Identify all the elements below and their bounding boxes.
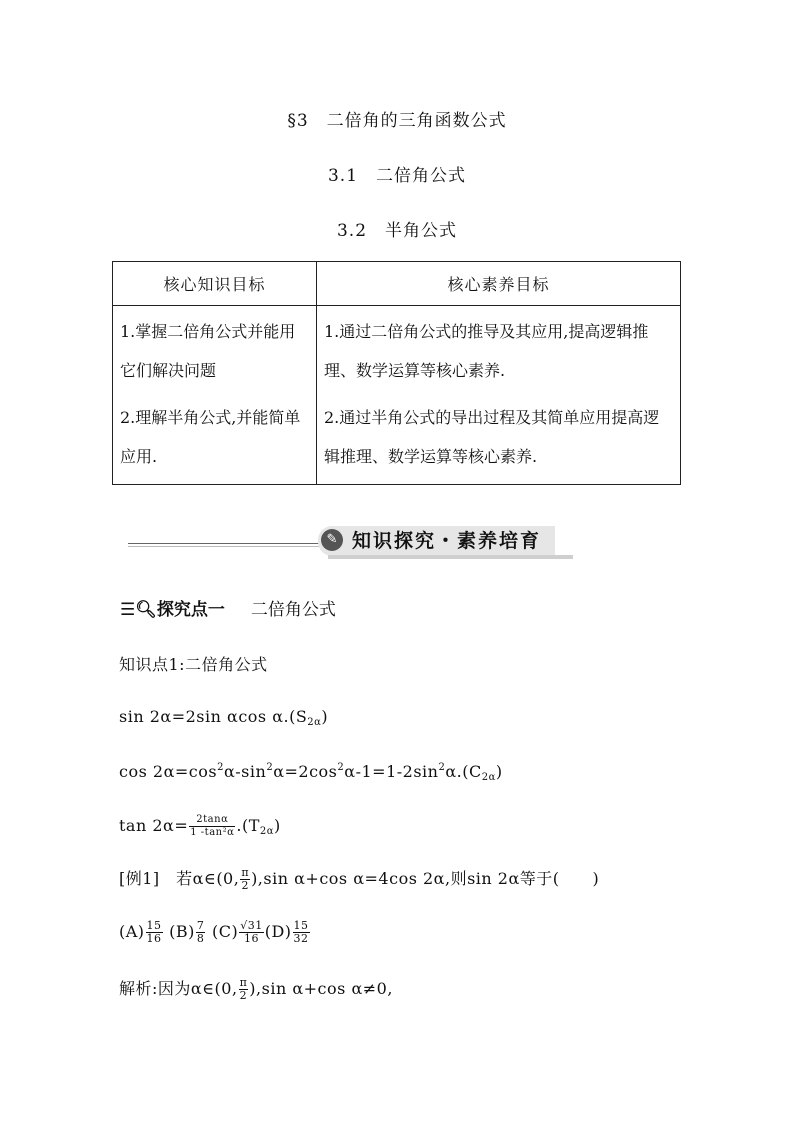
competency-goal-2: 2.通过半角公式的导出过程及其简单应用提高逻辑推理、数学运算等核心素养. xyxy=(324,408,660,466)
tan-fraction xyxy=(189,814,235,839)
tan-numerator: 2tanα xyxy=(189,814,235,827)
option-c-den: 16 xyxy=(243,932,259,945)
option-c-label: (C) xyxy=(211,922,239,941)
exp-2: 2 xyxy=(266,762,274,773)
solution-suffix: ),sin α+cos α≠0, xyxy=(249,979,393,998)
option-d-den: 32 xyxy=(293,932,309,945)
formula-tan: tan 2α= $\frac{2\tan\alpha}{\text{1 -tan²α}}$ $.(T_{2\alpha})$ xyxy=(119,814,281,838)
example-options xyxy=(119,920,311,945)
section-title: §3 二倍角的三角函数公式 xyxy=(287,111,507,131)
magnifier-icon: ☰🔍︎ xyxy=(120,600,157,620)
option-a-label: (A) xyxy=(119,922,145,941)
knowledge-goal-1: 1.掌握二倍角公式并能用它们解决问题 xyxy=(120,322,296,380)
goals-cell xyxy=(317,306,681,485)
solution-prefix: 解析:因为α∈(0, xyxy=(119,979,238,998)
exp-2: 2 xyxy=(438,762,446,773)
option-a-den: 16 xyxy=(146,932,162,945)
option-c-value xyxy=(239,920,264,945)
subsection-title-2: 3.2 半角公式 xyxy=(336,221,458,241)
formula-sin-text: sin 2α=2sin αcos α.(S xyxy=(119,707,308,726)
option-a-num: 15 xyxy=(146,919,162,932)
header-knowledge-goals: 核心知识目标 xyxy=(113,262,317,306)
exp-2: 2 xyxy=(217,762,224,773)
goals-cell xyxy=(113,306,317,485)
tan-denominator: 1 -tan²α xyxy=(190,827,235,838)
option-d-num: 15 xyxy=(293,919,309,932)
option-d-value xyxy=(293,920,310,945)
option-d-label: (D) xyxy=(264,922,292,941)
option-b-den: 8 xyxy=(196,932,205,945)
pi-over-2 xyxy=(239,977,249,1002)
formula-cos-sub: 2α xyxy=(481,772,496,783)
banner-underline xyxy=(328,555,573,559)
formula-sin: sin 2α=2sin αcos $\alpha.(S_{2\alpha})$ xyxy=(119,707,329,728)
formula-cos-e: α.(C xyxy=(445,762,482,781)
banner-rule-shadow xyxy=(128,546,323,547)
formula-cos-a: cos 2α=cos xyxy=(119,762,218,781)
formula-tan-a: tan 2α= xyxy=(119,816,189,835)
banner-rule xyxy=(128,543,323,544)
formula-sin-sub: 2α xyxy=(307,717,322,728)
formula-cos-d: α-1=1-2sin xyxy=(344,762,439,781)
pi-over-2 xyxy=(240,867,250,892)
exploration-point-title: 二倍角公式 xyxy=(250,600,336,620)
pi: π xyxy=(241,866,250,879)
example-1 xyxy=(119,866,599,892)
exp-2: 2 xyxy=(337,762,345,773)
banner-label: 知识探究・素养培育 xyxy=(318,526,555,556)
two: 2 xyxy=(239,989,248,1002)
goals-table xyxy=(112,261,681,485)
two: 2 xyxy=(241,879,249,892)
exploration-point-label: 探究点一 xyxy=(156,600,225,620)
header-competency-goals: 核心素养目标 xyxy=(317,262,681,306)
formula-cos-b: α-sin xyxy=(223,762,267,781)
formula-tan-sub: 2α xyxy=(259,826,274,837)
option-c-num: √31 xyxy=(240,919,263,932)
knowledge-point-title: 知识点1:二倍角公式 xyxy=(119,655,268,674)
pi: π xyxy=(239,976,248,989)
option-b-label: (B) xyxy=(169,922,195,941)
competency-goal-1: 1.通过二倍角公式的推导及其应用,提高逻辑推理、数学运算等核心素养. xyxy=(324,322,649,380)
option-a-value xyxy=(146,920,163,945)
formula-cos: $\cos 2\alpha=\cos^2\alpha-\sin^2\alpha=2\cos^2\alpha-1=1-2\sin^2\alpha.(C_{2\alpha})$ xyxy=(119,762,503,783)
knowledge-goal-2: 2.理解半角公式,并能简单应用. xyxy=(120,408,301,466)
formula-tan-b: .(T xyxy=(236,816,260,835)
option-b-value xyxy=(196,920,206,945)
solution-line xyxy=(119,976,393,1002)
pen-icon: ✎ xyxy=(321,529,343,551)
formula-cos-c: α=2cos xyxy=(273,762,338,781)
subsection-title-1: 3.1 二倍角公式 xyxy=(327,166,467,186)
section-banner xyxy=(128,522,788,562)
option-b-num: 7 xyxy=(196,919,205,932)
example-prefix: [例1] 若α∈(0, xyxy=(119,869,240,888)
exploration-point-heading xyxy=(120,595,336,620)
example-body: ),sin α+cos α=4cos 2α,则sin 2α等于( ) xyxy=(251,869,600,888)
